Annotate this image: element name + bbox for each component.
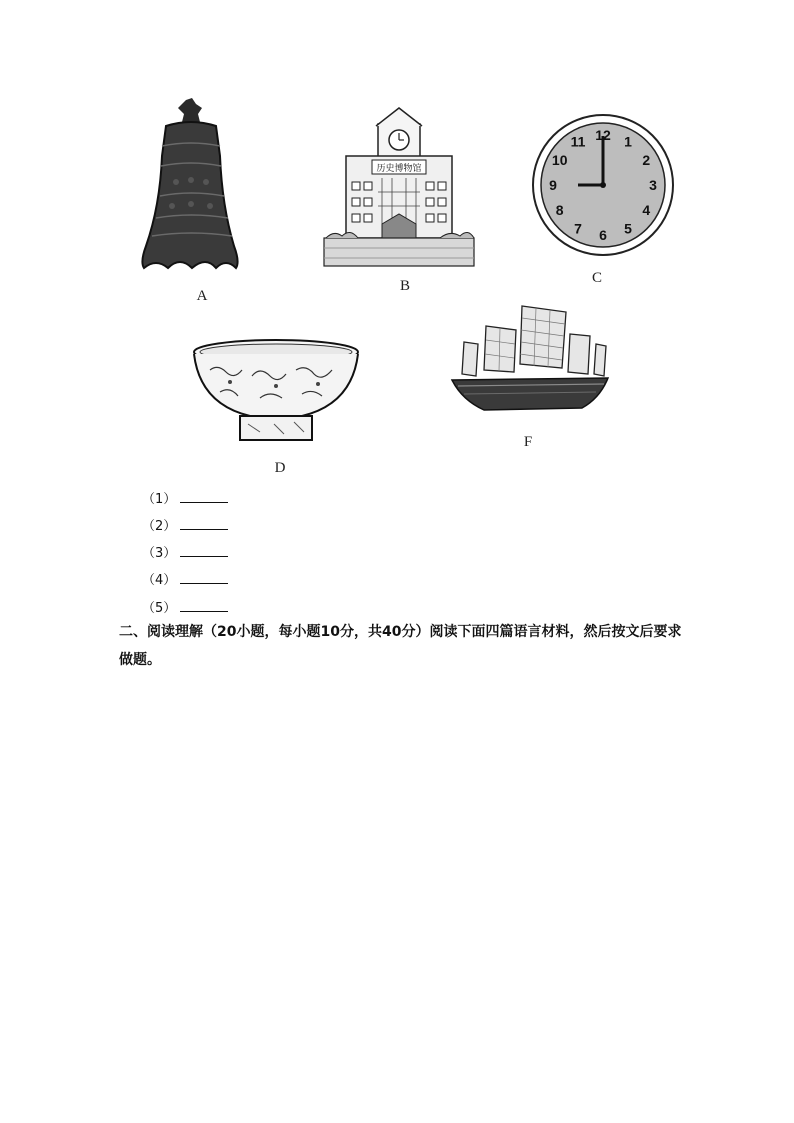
- answer-blank-2[interactable]: [142, 515, 228, 534]
- figure-label-b: B: [399, 278, 410, 294]
- clock-numeral: 6: [599, 227, 607, 243]
- answer-blank-5[interactable]: [142, 597, 228, 616]
- porcelain-bowl-icon: [190, 336, 362, 448]
- figure-label-a: A: [196, 288, 208, 304]
- answer-number: （2）: [142, 519, 177, 534]
- answer-number: （4）: [142, 573, 177, 588]
- answer-blank-4[interactable]: [142, 569, 228, 588]
- clock-icon: [530, 112, 676, 258]
- clock-numeral: 11: [570, 133, 586, 150]
- clock-numeral: 1: [624, 133, 632, 150]
- answer-blank-1[interactable]: [142, 488, 228, 507]
- clock-numeral: 12: [595, 127, 611, 143]
- clock-numeral: 7: [574, 220, 582, 237]
- museum-building-icon: [320, 102, 476, 270]
- figure-label-f: F: [523, 434, 533, 450]
- clock-numeral: 3: [649, 177, 657, 193]
- sailing-ship-icon: [450, 298, 610, 424]
- clock-numeral: 9: [549, 177, 557, 193]
- clock-numeral: 5: [624, 220, 632, 237]
- answer-blank-3[interactable]: [142, 542, 228, 561]
- clock-numeral: 8: [555, 202, 564, 218]
- museum-sign: 历史博物馆: [376, 164, 422, 174]
- bell-icon: [136, 96, 246, 276]
- figure-label-c: C: [591, 270, 602, 286]
- clock-numeral: 4: [642, 202, 651, 218]
- figure-label-d: D: [274, 460, 286, 476]
- answer-number: （1）: [142, 492, 177, 507]
- answer-number: （3）: [142, 546, 177, 561]
- section-two-instructions: 二、阅读理解（20小题，每小题10分，共40分）阅读下面四篇语言材料，然后按文后要求做题。: [119, 624, 682, 668]
- clock-numeral: 10: [551, 152, 568, 168]
- clock-numeral: 2: [642, 152, 651, 168]
- answer-number: （5）: [142, 601, 177, 616]
